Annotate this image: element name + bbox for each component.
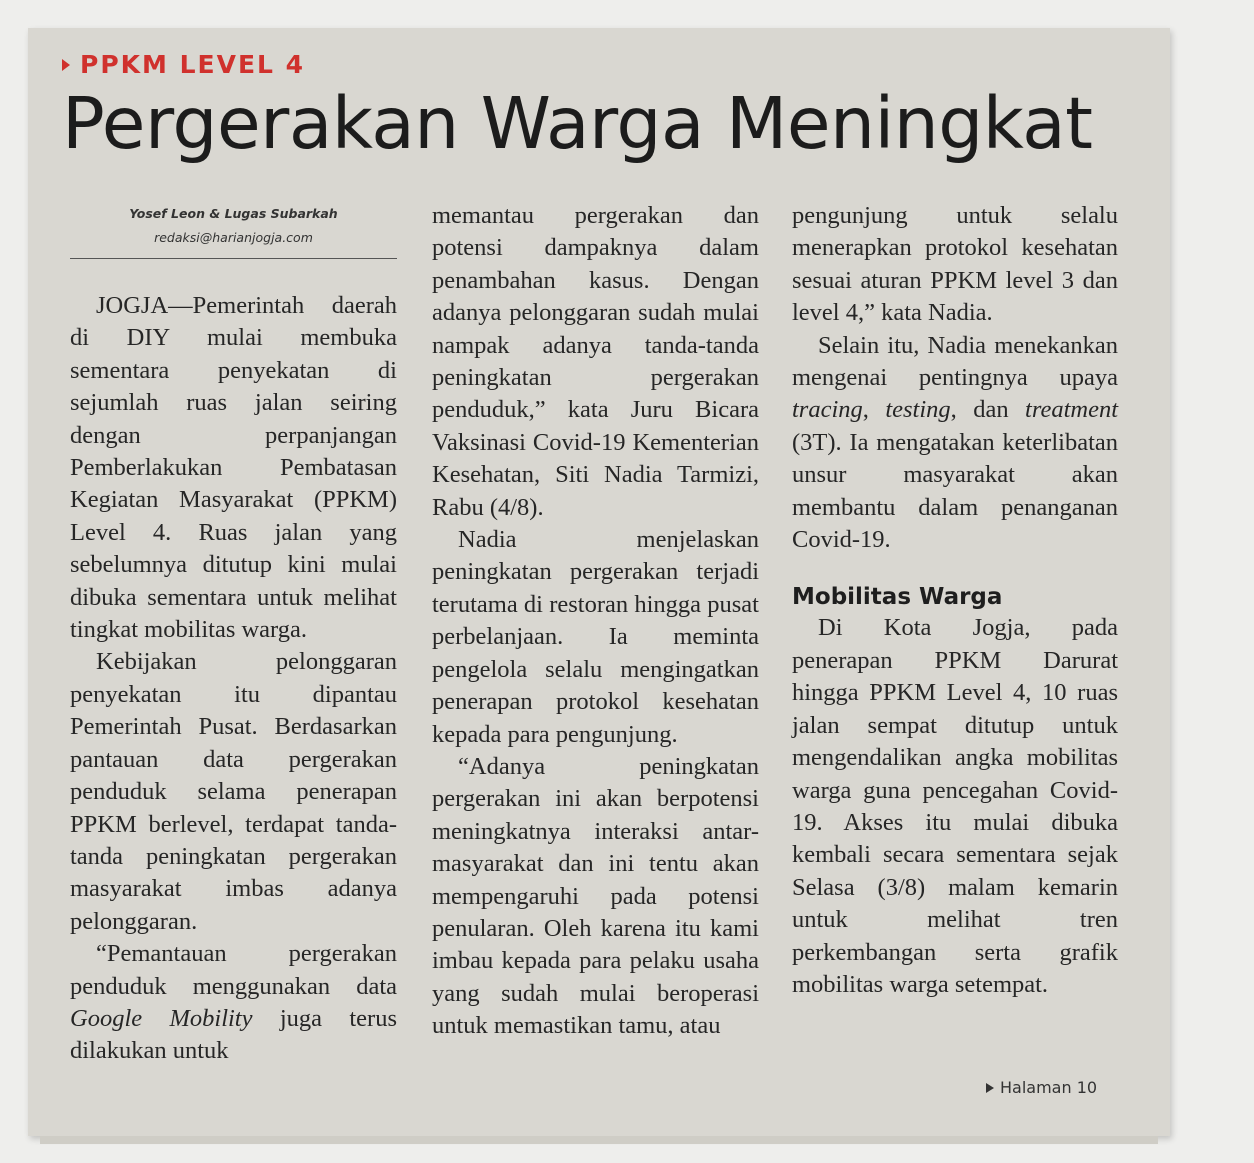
italic-text: testing bbox=[885, 396, 951, 424]
paragraph: “Adanya peningkatan pergerakan ini akan berpotensi meningkatnya interaksi antar-masyarakat dan ini tentu akan mempengaruhi pada potensi penularan. Oleh karena itu kami imbau kepada para pelaku usaha yang sudah mulai beroperasi untuk memastikan tamu, atau bbox=[432, 752, 759, 1040]
continued-on bbox=[986, 1078, 1097, 1097]
paragraph: memantau pergerakan dan potensi dampaknya dalam penambahan kasus. Dengan adanya pelonggaran sudah mulai nampak adanya tanda-tanda peningkatan pergerakan penduduk,” kata Juru Bicara Vaksinasi Covid-19 Kementerian Kesehatan, Siti Nadia Tarmizi, Rabu (4/8). bbox=[432, 202, 759, 521]
paragraph: pengunjung untuk selalu menerapkan protokol kesehatan sesuai aturan PPKM level 3 dan level 4,” kata Nadia. bbox=[792, 202, 1118, 327]
italic-text: treatment bbox=[1025, 396, 1119, 424]
paragraph bbox=[70, 938, 397, 1068]
column-2 bbox=[432, 200, 759, 1043]
byline-divider bbox=[70, 258, 397, 259]
column-1 bbox=[70, 290, 397, 1068]
continued-page-label: Halaman 10 bbox=[1000, 1078, 1098, 1097]
text-run: “Pemantauan pergerakan penduduk menggunakan data bbox=[70, 940, 397, 1000]
text-run: Selain itu, Nadia menekankan mengenai pentingnya upaya bbox=[792, 331, 1118, 392]
text-run: , bbox=[862, 396, 886, 424]
paragraph: Kebijakan pelonggaran penyekatan itu dipantau Pemerintah Pusat. Berdasarkan pantauan data pergerakan penduduk selama penerapan PPKM berlevel, terdapat tanda-tanda peningkatan pergerakan masyarakat imbas adanya pelonggaran. bbox=[70, 648, 397, 935]
paragraph bbox=[792, 330, 1118, 557]
text-run: (3T). Ia mengatakan keterlibatan unsur masyarakat akan membantu dalam penanganan Covid-19. bbox=[792, 428, 1118, 554]
italic-text: tracing bbox=[792, 396, 863, 424]
section-kicker bbox=[62, 50, 305, 79]
triangle-bullet-icon bbox=[62, 59, 70, 71]
arrow-right-icon bbox=[986, 1083, 994, 1093]
text-run: , dan bbox=[950, 396, 1026, 424]
kicker-label: PPKM LEVEL 4 bbox=[80, 50, 306, 79]
paragraph: Nadia menjelaskan peningkatan pergerakan terjadi terutama di restoran hingga pusat perbelanjaan. Ia meminta pengelola selalu mengingatkan penerapan protokol kesehatan kepada para pengunjung. bbox=[432, 526, 759, 748]
italic-text: Google Mobility bbox=[70, 1004, 253, 1032]
byline bbox=[70, 202, 397, 250]
byline-authors: Yosef Leon & Lugas Subarkah bbox=[129, 206, 338, 221]
byline-email: redaksi@harianjogja.com bbox=[154, 230, 313, 245]
paragraph: Di Kota Jogja, pada penerapan PPKM Darurat hingga PPKM Level 4, 10 ruas jalan sempat ditutup untuk mengendalikan angka mobilitas warga guna pencegahan Covid-19. Akses itu mulai dibuka kembali secara sementara sejak Selasa (3/8) malam kemarin untuk melihat tren perkembangan serta grafik mobilitas warga setempat. bbox=[792, 614, 1118, 998]
text-run: juga terus dilakukan untuk bbox=[70, 1004, 397, 1065]
paragraph: JOGJA—Pemerintah daerah di DIY mulai membuka sementara penyekatan di sejumlah ruas jalan seiring dengan perpanjangan Pemberlakukan Pembatasan Kegiatan Masyarakat (PPKM) Level 4. Ruas jalan yang sebelumnya ditutup kini mulai dibuka sementara untuk melihat tingkat mobilitas warga. bbox=[70, 292, 397, 644]
column-3 bbox=[792, 200, 1118, 1001]
headline: Pergerakan Warga Meningkat bbox=[62, 82, 1093, 165]
subheading: Mobilitas Warga bbox=[792, 584, 1003, 611]
